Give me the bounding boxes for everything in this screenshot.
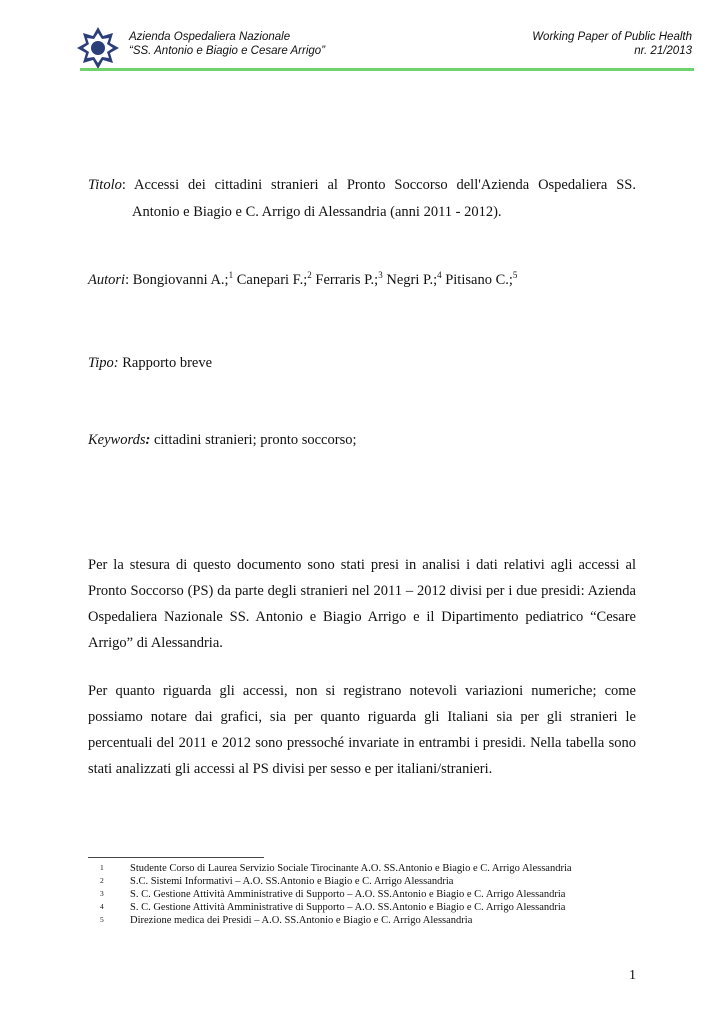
author-name: Bongiovanni A.; xyxy=(132,272,229,288)
author-name: Pitisano C.; xyxy=(445,272,513,288)
footnote-text: S. C. Gestione Attività Amministrative di Supporto – A.O. SS.Antonio e Biagio e C. Arrigo Alessandria xyxy=(130,902,566,913)
header-series xyxy=(532,30,692,58)
title-label: Titolo xyxy=(88,177,122,193)
footnote-number: 1 xyxy=(100,863,104,872)
header-series-line2: nr. 21/2013 xyxy=(634,45,692,57)
footnote-item xyxy=(100,862,572,875)
body-paragraph-2: Per quanto riguarda gli accessi, non si registrano notevoli variazioni numeriche; come possiamo notare dai grafici, sia per quanto riguarda gli Italiani sia per gli stranieri le percentuali del 2011 e 2012 sono pressoché invariate in entrambi i presidi. Nella tabella sono stati analizzati gli accessi al PS divisi per sesso e per italiani/stranieri. xyxy=(88,683,636,777)
footnote-item xyxy=(100,901,572,914)
footnote-ref: 5 xyxy=(512,270,518,281)
footnote-item xyxy=(100,914,572,927)
authors: Autori: Bongiovanni A.;$^1$ Canepari F.;$^2$ Ferraris P.;$^3$ Negri P.;$^4$ Pitisano C.;$^5$ xyxy=(88,270,518,288)
title-line2: Antonio e Biagio e C. Arrigo di Alessandria (anni 2011 - 2012). xyxy=(132,204,502,220)
logo-center xyxy=(91,41,105,55)
footnote-number: 5 xyxy=(100,915,104,924)
footnote-number: 4 xyxy=(100,902,104,911)
header-series-line1: Working Paper of Public Health xyxy=(532,31,692,43)
author-name: Negri P.; xyxy=(386,272,438,288)
footnote-ref: 1 xyxy=(228,270,234,281)
keywords-value: cittadini stranieri; pronto soccorso; xyxy=(153,432,357,448)
keywords-colon: : xyxy=(145,432,151,448)
body-paragraph-1: Per la stesura di questo documento sono stati presi in analisi i dati relativi agli accessi al Pronto Soccorso (PS) da parte degli stranieri nel 2011 – 2012 divisi per i due presidi: Azienda Ospedaliera Nazionale SS. Antonio e Biagio Arrigo e il Dipartimento pediatrico “Cesare Arrigo” di Alessandria. xyxy=(88,557,636,651)
footnotes xyxy=(100,862,572,927)
footnote-item xyxy=(100,875,572,888)
tipo-value: Rapporto breve xyxy=(122,355,213,371)
footnote-number: 3 xyxy=(100,889,104,898)
footnote-ref: 2 xyxy=(307,270,312,281)
footnote-text: Direzione medica dei Presidi – A.O. SS.Antonio e Biagio e C. Arrigo Alessandria xyxy=(130,915,473,926)
header-divider xyxy=(80,68,694,71)
footnote-ref: 3 xyxy=(378,270,383,281)
title-line1: Accessi dei cittadini stranieri al Pronto Soccorso dell'Azienda Ospedaliera SS. xyxy=(134,177,636,193)
footnote-text: Studente Corso di Laurea Servizio Sociale Tirocinante A.O. SS.Antonio e Biagio e C. Arrigo Alessandria xyxy=(130,863,572,874)
hospital-logo xyxy=(76,26,120,70)
header-org-line2: “SS. Antonio e Biagio e Cesare Arrigo” xyxy=(129,45,326,57)
document-title: Titolo: Accessi dei cittadini stranieri al Pronto Soccorso dell'Azienda Ospedaliera SS. Antonio e Biagio e C. Arrigo di Alessandria (anni 2011 - 2012). xyxy=(88,172,636,226)
footnote-divider xyxy=(88,857,264,858)
page-number: 1 xyxy=(629,968,636,983)
keywords xyxy=(88,430,636,450)
keywords-label: Keywords xyxy=(88,432,146,448)
author-name: Canepari F.; xyxy=(236,272,308,288)
header-org-line1: Azienda Ospedaliera Nazionale xyxy=(129,31,291,43)
footnote-text: S.C. Sistemi Informativi – A.O. SS.Antonio e Biagio e C. Arrigo Alessandria xyxy=(130,876,454,887)
footnote-item xyxy=(100,888,572,901)
footnote-text: S. C. Gestione Attività Amministrative di Supporto – A.O. SS.Antonio e Biagio e C. Arrigo Alessandria xyxy=(130,889,566,900)
document-type xyxy=(88,353,636,373)
footnote-number: 2 xyxy=(100,876,104,885)
header-organization xyxy=(129,30,325,58)
authors-label: Autori xyxy=(88,272,126,288)
footnote-ref: 4 xyxy=(437,270,442,281)
tipo-label: Tipo: xyxy=(88,355,119,371)
author-name: Ferraris P.; xyxy=(315,272,379,288)
